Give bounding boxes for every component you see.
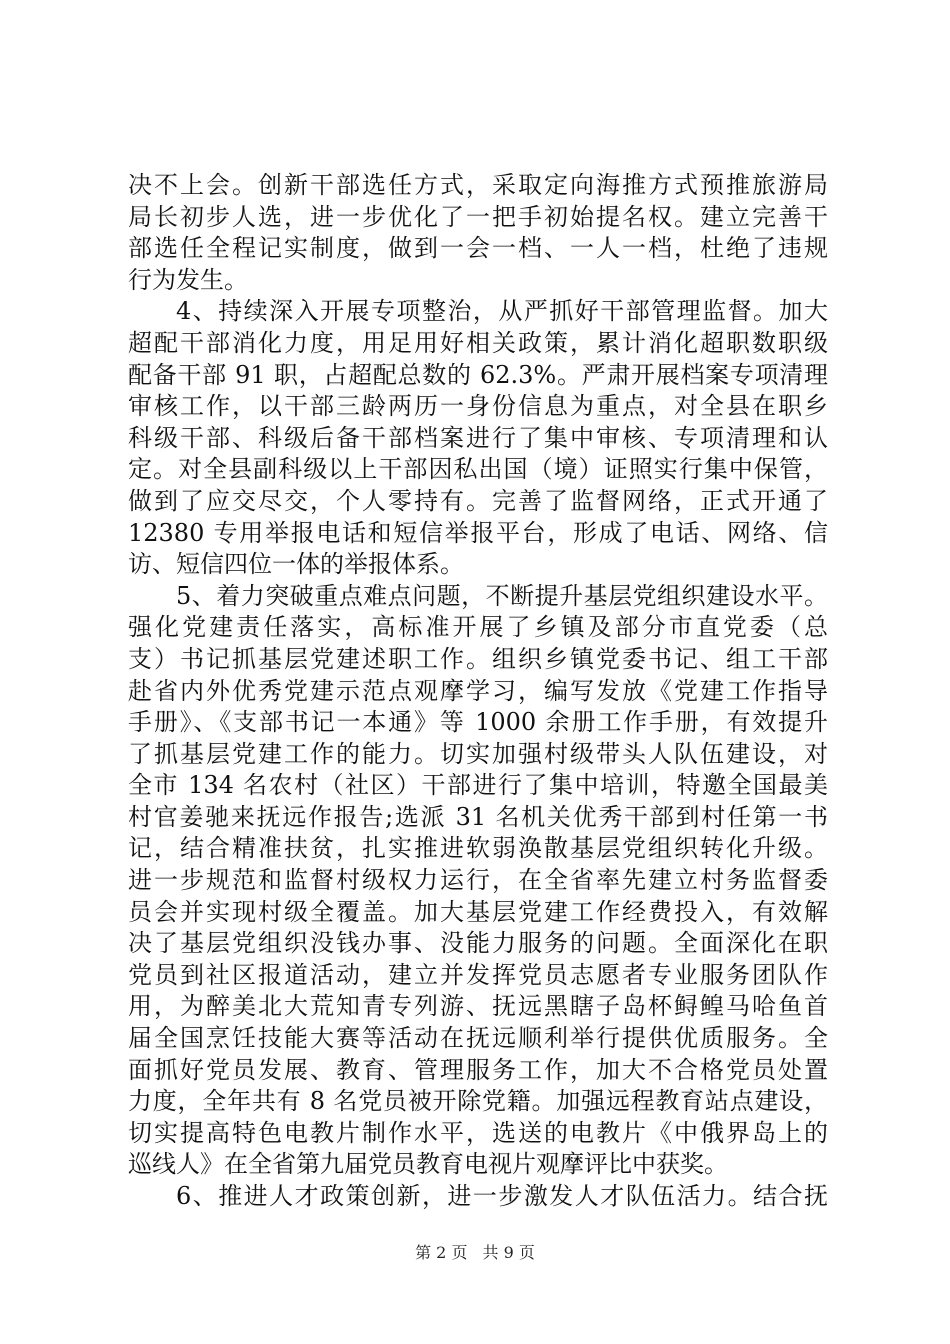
text-line: 了抓基层党建工作的能力。切实加强村级带头人队伍建设，对 <box>128 739 828 768</box>
text-line: 手册》、《支部书记一本通》等 1000 余册工作手册，有效提升 <box>128 708 828 737</box>
text-line: 4、持续深入开展专项整治，从严抓好干部管理监督。加大 <box>176 297 828 326</box>
page-number: 第 2 页 <box>415 1243 468 1262</box>
page-footer <box>0 1240 950 1263</box>
text-line: 强化党建责任落实，高标准开展了乡镇及部分市直党委（总 <box>128 613 828 642</box>
text-line: 配备干部 91 职，占超配总数的 62.3%。严肃开展档案专项清理 <box>128 360 828 389</box>
page-total: 共 9 页 <box>482 1243 535 1262</box>
text-line: 党员到社区报道活动，建立并发挥党员志愿者专业服务团队作 <box>128 960 828 989</box>
text-line: 6、推进人才政策创新，进一步激发人才队伍活力。结合抚 <box>176 1182 828 1210</box>
text-line: 行为发生。 <box>128 265 248 294</box>
text-line: 记，结合精准扶贫，扎实推进软弱涣散基层党组织转化升级。 <box>128 834 828 863</box>
text-line: 力度，全年共有 8 名党员被开除党籍。加强远程教育站点建设， <box>128 1087 828 1116</box>
text-line: 决了基层党组织没钱办事、没能力服务的问题。全面深化在职 <box>128 929 828 958</box>
text-line: 巡线人》在全省第九届党员教育电视片观摩评比中获奖。 <box>128 1150 728 1179</box>
text-line: 赴省内外优秀党建示范点观摩学习，编写发放《党建工作指导 <box>128 676 828 705</box>
text-line: 面抓好党员发展、教育、管理服务工作，加大不合格党员处置 <box>128 1055 828 1084</box>
text-line: 届全国烹饪技能大赛等活动在抚远顺利举行提供优质服务。全 <box>128 1024 828 1053</box>
text-line: 支）书记抓基层党建述职工作。组织乡镇党委书记、组工干部 <box>128 644 828 673</box>
text-line: 决不上会。创新干部选任方式，采取定向海推方式预推旅游局 <box>128 171 828 199</box>
text-line: 局长初步人选，进一步优化了一把手初始提名权。建立完善干 <box>128 202 828 231</box>
text-line: 切实提高特色电教片制作水平，选送的电教片《中俄界岛上的 <box>128 1118 828 1147</box>
text-line: 5、着力突破重点难点问题，不断提升基层党组织建设水平。 <box>176 581 828 610</box>
text-line: 做到了应交尽交，个人零持有。完善了监督网络，正式开通了 <box>128 486 828 515</box>
text-line: 12380 专用举报电话和短信举报平台，形成了电话、网络、信 <box>128 518 828 547</box>
text-line: 审核工作，以干部三龄两历一身份信息为重点，对全县在职乡 <box>128 392 828 421</box>
text-line: 部选任全程记实制度，做到一会一档、一人一档，杜绝了违规 <box>128 234 828 263</box>
document-body <box>128 170 828 1213</box>
text-line: 用，为醉美北大荒知青专列游、抚远黑瞎子岛杯鲟鳇马哈鱼首 <box>128 992 828 1021</box>
text-line: 村官姜驰来抚远作报告;选派 31 名机关优秀干部到村任第一书 <box>128 802 828 831</box>
text-line: 员会并实现村级全覆盖。加大基层党建工作经费投入，有效解 <box>128 897 828 926</box>
text-line: 全市 134 名农村（社区）干部进行了集中培训，特邀全国最美 <box>128 771 828 800</box>
text-line: 科级干部、科级后备干部档案进行了集中审核、专项清理和认 <box>128 423 828 452</box>
text-line: 定。对全县副科级以上干部因私出国（境）证照实行集中保管， <box>128 455 828 484</box>
text-line: 超配干部消化力度，用足用好相关政策，累计消化超职数职级 <box>128 328 828 357</box>
text-line: 进一步规范和监督村级权力运行，在全省率先建立村务监督委 <box>128 866 828 895</box>
text-line: 访、短信四位一体的举报体系。 <box>128 550 464 579</box>
